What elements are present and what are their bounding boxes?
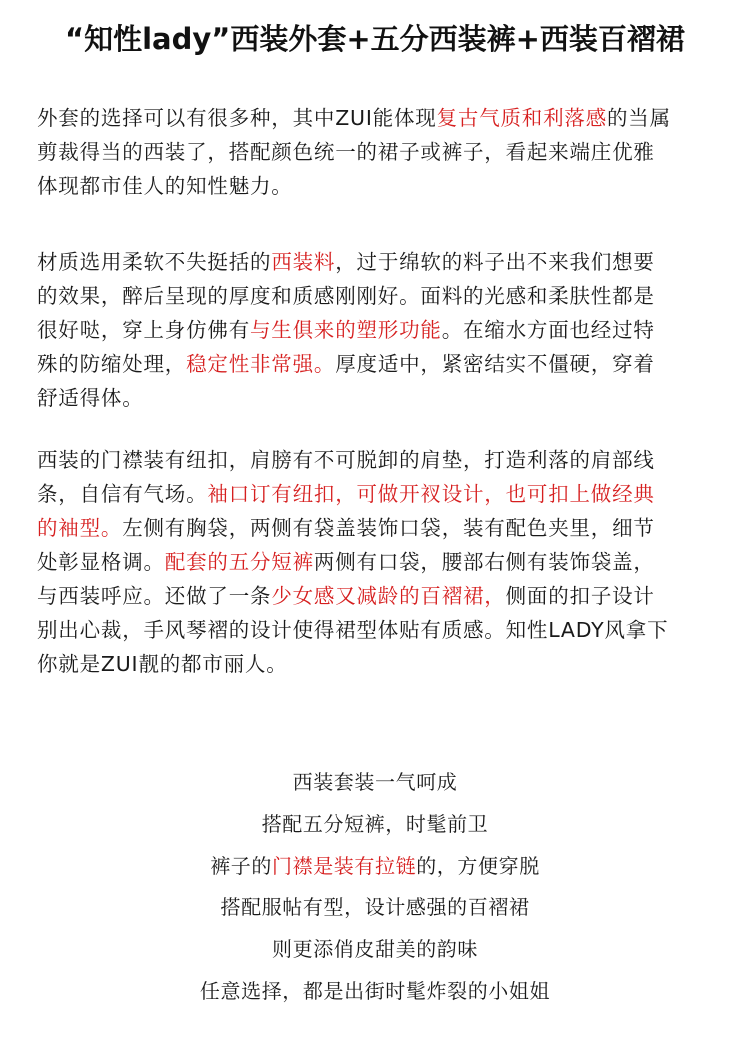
paragraph-intro (37, 101, 713, 203)
summary-line (0, 804, 750, 846)
centered-summary (0, 762, 750, 1013)
highlighted-phrase: 稳定性非常强。 (186, 352, 336, 376)
text-line (37, 545, 713, 579)
text-segment: 外套的选择可以有很多种，其中ZUI能体现 (37, 106, 437, 130)
text-segment: 厚度适中，紧密结实不僵硬，穿着 (335, 352, 655, 376)
text-segment: 与西装呼应。还做了一条 (37, 584, 272, 608)
text-line (37, 443, 713, 477)
text-line (37, 579, 713, 613)
text-segment: 左侧有胸袋，两侧有袋盖装饰口袋，装有配色夹里，细节 (122, 516, 655, 540)
paragraph-details (37, 443, 713, 681)
text-line (37, 647, 713, 681)
text-line (37, 135, 713, 169)
text-segment: 任意选择，都是出街时髦炸裂的小姐姐 (199, 978, 551, 1003)
highlighted-phrase: 与生俱来的塑形功能 (250, 318, 442, 342)
text-line (37, 511, 713, 545)
summary-line (0, 846, 750, 888)
text-segment: 西装的门襟装有纽扣，肩膀有不可脱卸的肩垫，打造利落的肩部线 (37, 448, 655, 472)
text-segment: 则更添俏皮甜美的韵味 (272, 937, 478, 962)
highlighted-phrase: 复古气质和利落感 (436, 106, 607, 130)
highlighted-phrase: 少女感又减龄的百褶裙， (271, 584, 506, 608)
text-segment: 舒适得体。 (37, 386, 144, 410)
highlighted-phrase: 的袖型。 (37, 516, 123, 540)
text-segment: 的效果，醉后呈现的厚度和质感刚刚好。面料的光感和柔肤性都是 (37, 284, 655, 308)
text-segment: 你就是ZUI靓的都市丽人。 (37, 652, 288, 676)
text-line (37, 477, 713, 511)
text-segment: 侧面的扣子设计 (505, 584, 655, 608)
highlighted-phrase: 西装料 (271, 250, 336, 274)
text-segment: 搭配五分短裤，时髦前卫 (261, 811, 489, 836)
text-segment: 的，方便穿脱 (416, 853, 540, 878)
text-segment: 处彰显格调。 (37, 550, 165, 574)
summary-line (0, 887, 750, 929)
text-line (37, 279, 713, 313)
text-segment: 体现都市佳人的知性魅力。 (37, 174, 293, 198)
text-segment: 裤子的 (210, 853, 272, 878)
text-segment: 条，自信有气场。 (37, 482, 208, 506)
text-segment: 搭配服帖有型，设计感强的百褶裙 (220, 895, 530, 920)
text-line (37, 381, 713, 415)
summary-line (0, 971, 750, 1013)
text-segment: 材质选用柔软不失挺括的 (37, 250, 272, 274)
summary-line (0, 929, 750, 971)
text-line (37, 169, 713, 203)
highlighted-phrase: 袖口订有纽扣，可做开衩设计，也可扣上做经典 (207, 482, 655, 506)
text-line (37, 613, 713, 647)
text-segment: ，过于绵软的料子出不来我们想要 (335, 250, 655, 274)
text-segment: 。在缩水方面也经过特 (441, 318, 655, 342)
text-segment: 的当属 (607, 106, 671, 130)
text-segment: 别出心裁，手风琴褶的设计使得裙型体贴有质感。知性LADY风拿下 (37, 618, 669, 642)
highlighted-phrase: 配套的五分短裤 (164, 550, 314, 574)
text-line (37, 101, 713, 135)
text-segment: 两侧有口袋，腰部右侧有装饰袋盖， (313, 550, 655, 574)
text-line (37, 347, 713, 381)
text-segment: 很好哒，穿上身仿佛有 (37, 318, 250, 342)
text-segment: 剪裁得当的西装了，搭配颜色统一的裙子或裤子，看起来端庄优雅 (37, 140, 655, 164)
text-line (37, 313, 713, 347)
highlighted-phrase: 门襟是装有拉链 (272, 853, 417, 878)
text-segment: 西装套装一气呵成 (292, 770, 458, 794)
text-line (37, 245, 713, 279)
page-title: “知性lady”西装外套+五分西装裤+西装百褶裙 (65, 22, 685, 56)
paragraph-material (37, 245, 713, 415)
summary-line (0, 762, 750, 804)
text-segment: 殊的防缩处理， (37, 352, 187, 376)
